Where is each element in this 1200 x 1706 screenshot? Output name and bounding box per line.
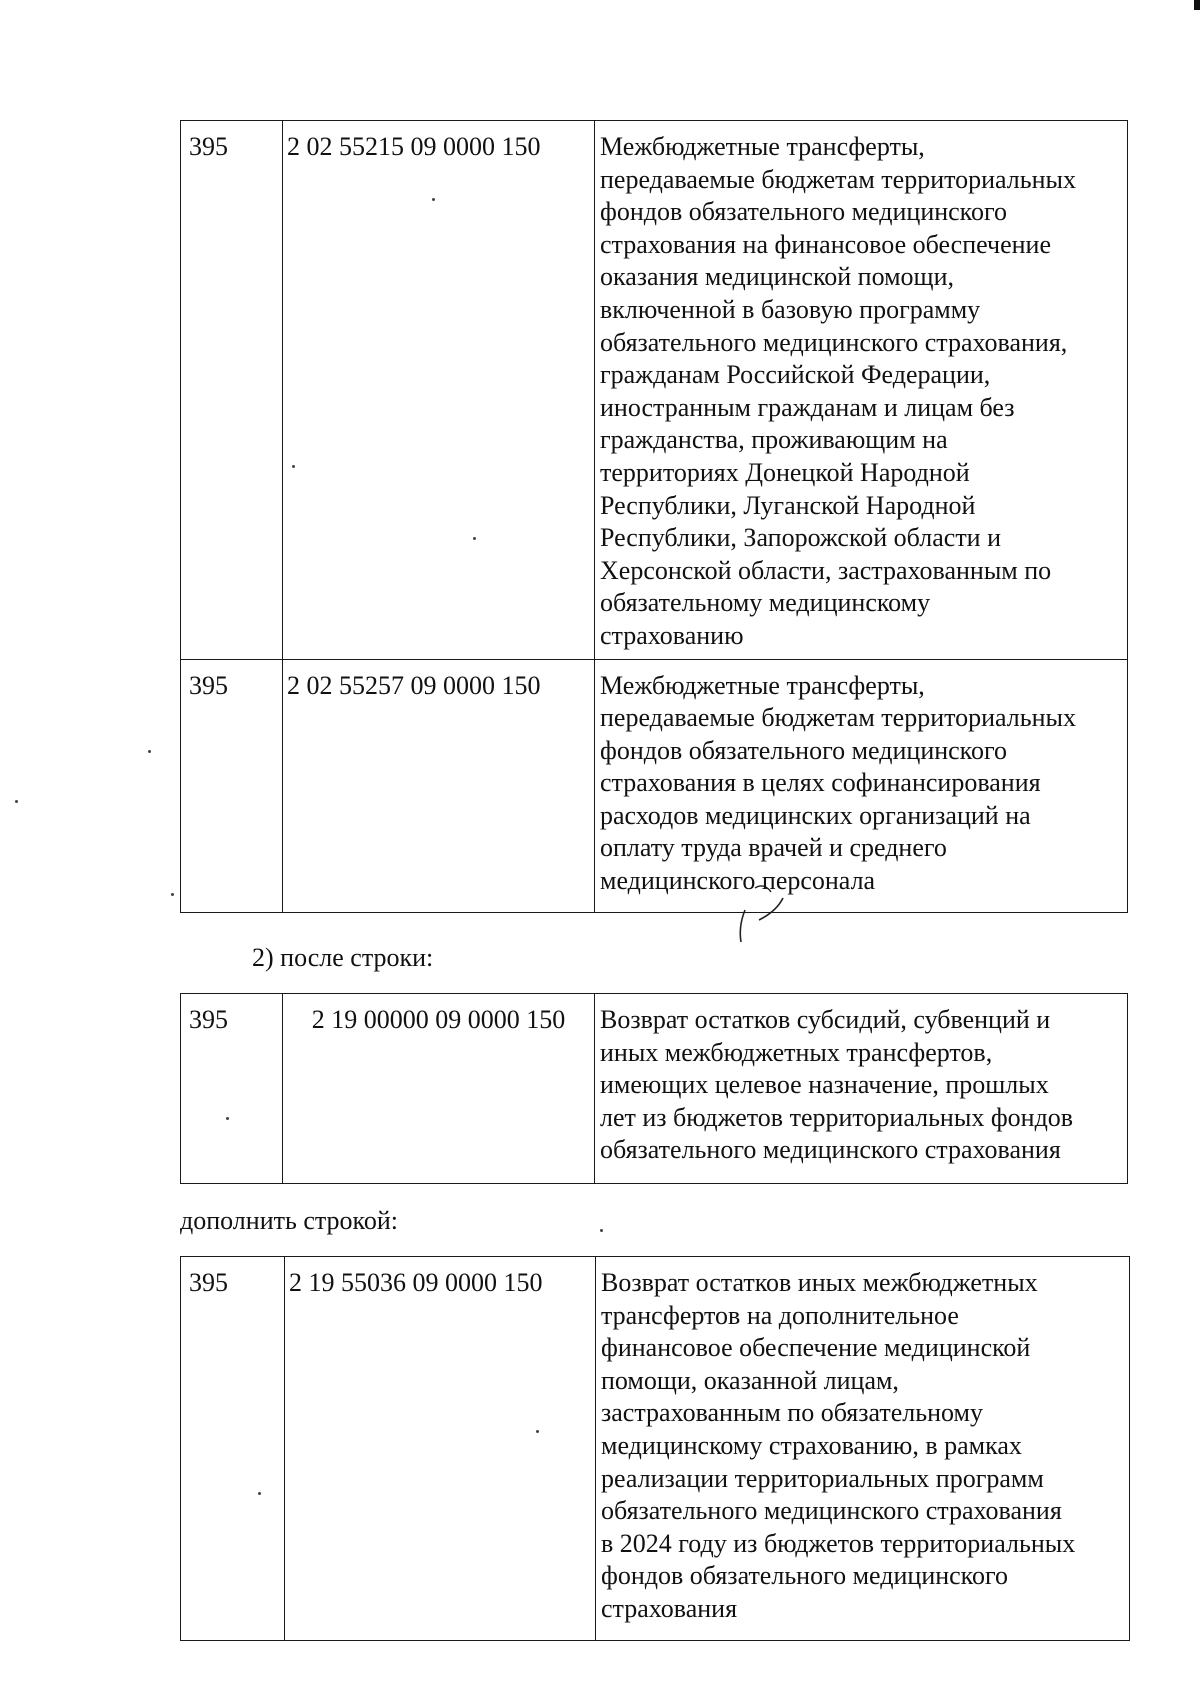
description-line: помощи, оказанной лицам,	[601, 1365, 899, 1395]
description-line: оказания медицинской помощи,	[600, 262, 954, 292]
scan-speck	[600, 1229, 603, 1232]
codes-table-1	[180, 120, 1128, 913]
description-line: гражданам Российской Федерации,	[600, 360, 991, 390]
description-line: передаваемые бюджетам территориальных	[600, 164, 1077, 194]
scan-speck	[171, 893, 174, 896]
description-line: гражданства, проживающим на	[600, 425, 948, 455]
description-line: трансфертов на дополнительное	[601, 1300, 959, 1330]
table-row	[181, 994, 1128, 1184]
description-line: расходов медицинских организаций на	[600, 800, 1031, 830]
description-line: обязательного медицинского страхования	[601, 1496, 1062, 1526]
description-line: обязательному медицинскому	[600, 588, 931, 618]
description-line: фондов обязательного медицинского	[600, 735, 1008, 765]
description-cell	[595, 994, 1128, 1184]
description-line: включенной в базовую программу	[600, 294, 981, 324]
budget-classification-code-cell: 2 19 55036 09 0000 150	[285, 1257, 596, 1641]
description-line: Херсонской области, застрахованным по	[600, 555, 1052, 585]
scan-speck	[15, 800, 18, 803]
description-line: реализации территориальных программ	[601, 1463, 1044, 1493]
description-line: страхования в целях софинансирования	[600, 768, 1041, 798]
table-row	[181, 121, 1128, 660]
description-line: Межбюджетные трансферты,	[600, 132, 925, 161]
budget-classification-code-cell: 2 19 00000 09 0000 150	[283, 994, 595, 1184]
description-line: медицинского персонала	[600, 866, 876, 896]
description-line: имеющих целевое назначение, прошлых	[600, 1070, 1049, 1100]
description-line: обязательного медицинского страхования,	[600, 327, 1068, 357]
description-line: Возврат остатков иных межбюджетных	[601, 1268, 1038, 1297]
description-line: Республики, Луганской Народной	[600, 490, 976, 520]
budget-classification-code-cell: 2 02 55257 09 0000 150	[283, 659, 595, 912]
table-row	[181, 659, 1128, 912]
admin-code-cell: 395	[181, 121, 283, 660]
after-row-paragraph: 2) после строки:	[252, 943, 434, 972]
description-line: фондов обязательного медицинского	[601, 1561, 1009, 1591]
description-line: иных межбюджетных трансфертов,	[600, 1037, 993, 1067]
description-line: медицинскому страхованию, в рамках	[601, 1430, 1022, 1460]
admin-code-cell: 395	[181, 994, 283, 1184]
codes-table-2	[180, 993, 1128, 1184]
description-line: лет из бюджетов территориальных фондов	[600, 1102, 1074, 1132]
description-cell	[595, 121, 1128, 660]
description-line: Возврат остатков субсидий, субвенций и	[600, 1005, 1051, 1034]
description-line: обязательного медицинского страхования	[600, 1135, 1061, 1165]
description-cell	[596, 1257, 1130, 1641]
scan-mark	[1194, 0, 1200, 10]
codes-table-3	[180, 1256, 1130, 1641]
description-line: территориях Донецкой Народной	[600, 457, 970, 487]
scan-speck	[148, 750, 151, 753]
description-line: страхования	[601, 1593, 738, 1623]
description-line: передаваемые бюджетам территориальных	[600, 703, 1077, 733]
admin-code-cell: 395	[181, 1257, 285, 1641]
description-line: страхования на финансовое обеспечение	[600, 229, 1052, 259]
budget-classification-code-cell: 2 02 55215 09 0000 150	[283, 121, 595, 660]
description-line: фондов обязательного медицинского	[600, 197, 1008, 227]
description-line: застрахованным по обязательному	[601, 1398, 984, 1428]
description-line: Межбюджетные трансферты,	[600, 670, 925, 700]
description-line: в 2024 году из бюджетов территориальных	[601, 1528, 1076, 1558]
description-line: иностранным гражданам и лицам без	[600, 392, 1015, 422]
description-cell	[595, 659, 1128, 912]
add-row-paragraph: дополнить строкой:	[180, 1206, 398, 1235]
admin-code-cell: 395	[181, 659, 283, 912]
description-line: Республики, Запорожской области и	[600, 523, 1002, 553]
description-line: оплату труда врачей и среднего	[600, 833, 947, 863]
description-line: страхованию	[600, 620, 744, 650]
description-line: финансовое обеспечение медицинской	[601, 1333, 1031, 1363]
table-row	[181, 1257, 1130, 1641]
